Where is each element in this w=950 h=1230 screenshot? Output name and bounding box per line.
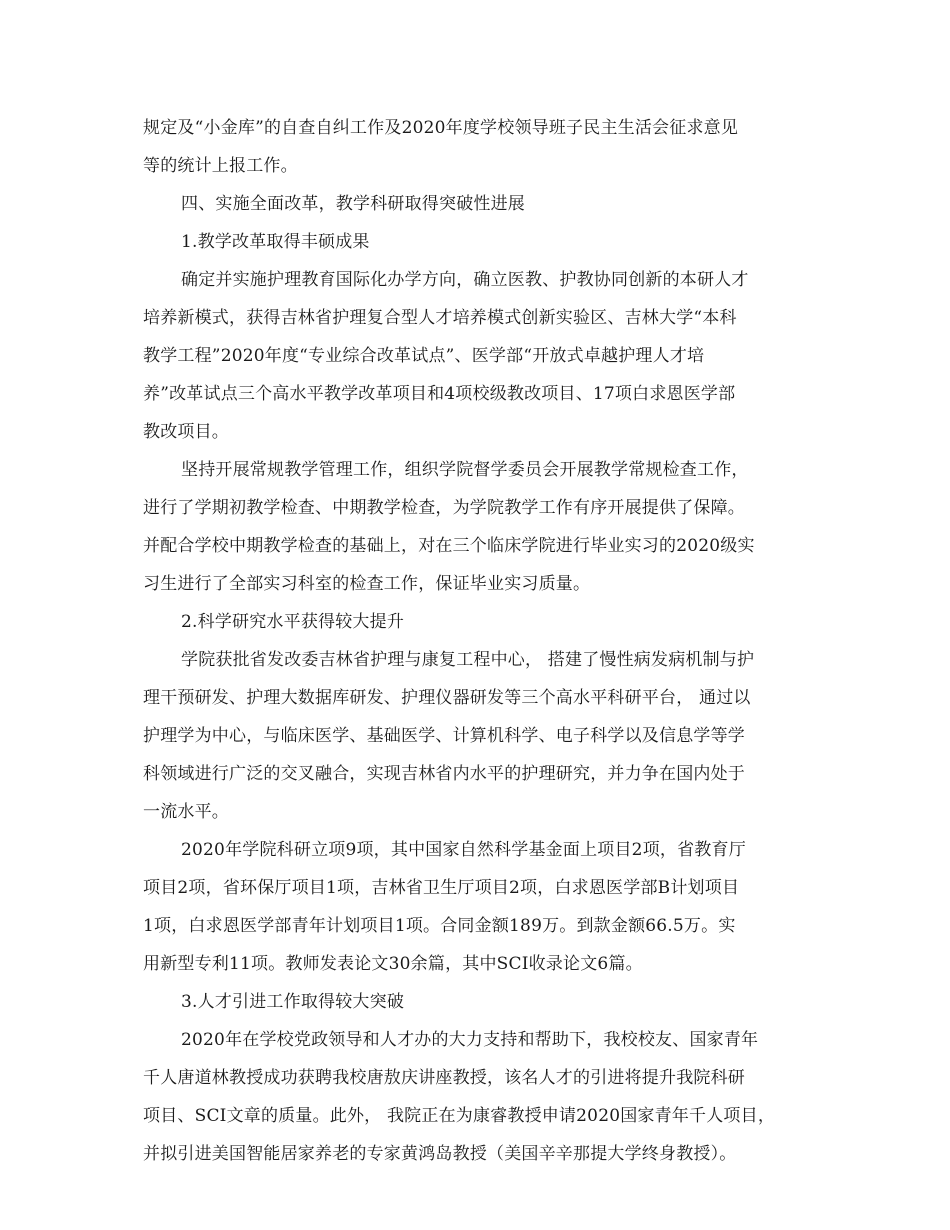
body-text-line: 2020年在学校党政领导和人才办的大力支持和帮助下，我校校友、国家青年 xyxy=(181,1030,759,1050)
body-text-line: 用新型专利11项。教师发表论文30余篇，其中SCI收录论文6篇。 xyxy=(143,954,643,974)
body-text-line: 项目、SCI文章的质量。此外， 我院正在为康睿教授申请2020国家青年千人项目， xyxy=(143,1106,776,1126)
body-text-line: 科领域进行广泛的交叉融合，实现吉林省内水平的护理研究，并力争在国内处于 xyxy=(143,764,745,784)
body-text-line: 2020年学院科研立项9项，其中国家自然科学基金面上项目2项，省教育厅 xyxy=(181,840,746,860)
body-text-line: 并配合学校中期教学检查的基础上，对在三个临床学院进行毕业实习的2020级实 xyxy=(143,536,755,556)
body-text-line: 教学工程”2020年度“专业综合改革试点”、医学部“开放式卓越护理人才培 xyxy=(143,346,705,366)
body-text-line: 确定并实施护理教育国际化办学方向，确立医教、护教协同创新的本研人才 xyxy=(181,270,749,290)
body-text-line: 进行了学期初教学检查、中期教学检查，为学院教学工作有序开展提供了保障。 xyxy=(143,498,745,518)
body-text-line: 一流水平。 xyxy=(143,802,229,822)
body-text-line: 规定及“小金库”的自查自纠工作及2020年度学校领导班子民主生活会征求意见 xyxy=(143,118,739,138)
body-text-line: 养”改革试点三个高水平教学改革项目和4项校级教改项目、17项白求恩医学部 xyxy=(143,384,736,404)
subsection-heading: 1.教学改革取得丰硕成果 xyxy=(181,232,370,252)
body-text-line: 等的统计上报工作。 xyxy=(143,156,298,176)
body-text-line: 并拟引进美国智能居家养老的专家黄鸿岛教授（美国辛辛那提大学终身教授）。 xyxy=(143,1144,737,1164)
body-text-line: 教改项目。 xyxy=(143,422,229,442)
body-text-line: 理干预研发、护理大数据库研发、护理仪器研发等三个高水平科研平台， 通过以 xyxy=(143,688,751,708)
body-text-line: 培养新模式，获得吉林省护理复合型人才培养模式创新实验区、吉林大学“本科 xyxy=(143,308,737,328)
body-text-line: 学院获批省发改委吉林省护理与康复工程中心， 搭建了慢性病发病机制与护 xyxy=(181,650,755,670)
subsection-heading: 3.人才引进工作取得较大突破 xyxy=(181,992,405,1012)
body-text-line: 项目2项，省环保厅项目1项，吉林省卫生厅项目2项，白求恩医学部B计划项目 xyxy=(143,878,740,898)
body-text-line: 护理学为中心，与临床医学、基础医学、计算机科学、电子科学以及信息学等学 xyxy=(143,726,745,746)
body-text-line: 1项，白求恩医学部青年计划项目1项。合同金额189万。到款金额66.5万。实 xyxy=(143,916,736,936)
body-text-line: 千人唐道林教授成功获聘我校唐敖庆讲座教授，该名人才的引进将提升我院科研 xyxy=(143,1068,745,1088)
subsection-heading: 2.科学研究水平获得较大提升 xyxy=(181,612,405,632)
body-text-line: 习生进行了全部实习科室的检查工作，保证毕业实习质量。 xyxy=(143,574,591,594)
body-text-line: 坚持开展常规教学管理工作，组织学院督学委员会开展教学常规检查工作， xyxy=(181,460,749,480)
section-heading: 四、实施全面改革，教学科研取得突破性进展 xyxy=(181,194,525,214)
